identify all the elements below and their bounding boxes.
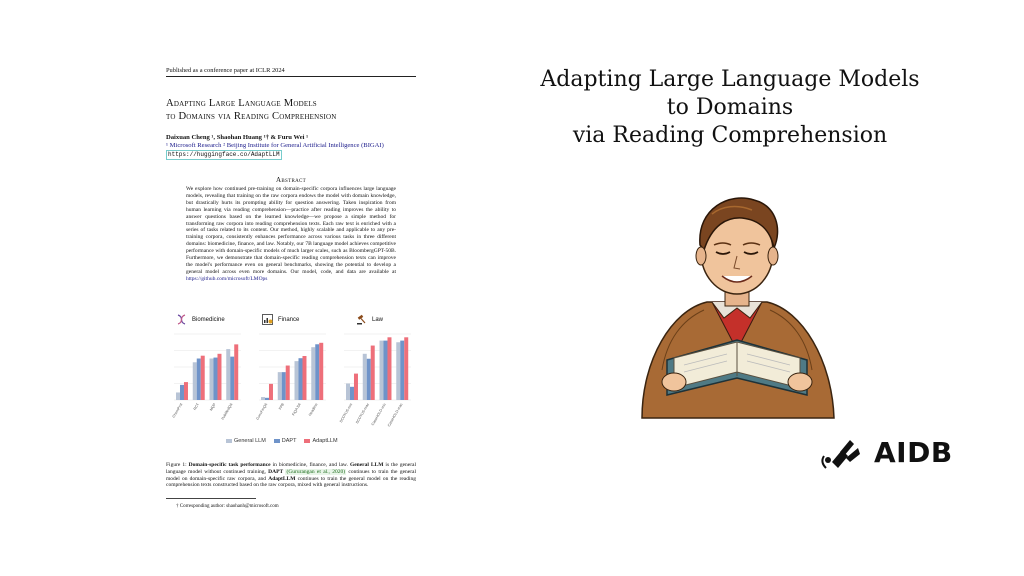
bar-dapt bbox=[367, 359, 371, 400]
abstract-heading: Abstract bbox=[276, 176, 306, 184]
bar-adaptllm bbox=[286, 366, 290, 400]
bar-general-llm bbox=[261, 397, 265, 400]
bar-dapt bbox=[230, 357, 234, 400]
tick-label: FiQA SA bbox=[291, 402, 302, 417]
author-list: Daixuan Cheng ¹, Shaohan Huang ¹† & Furu Wei ¹ bbox=[166, 134, 309, 141]
abstract-link[interactable]: https://github.com/microsoft/LMOps bbox=[186, 275, 268, 282]
tick-label: PubMedQA bbox=[220, 402, 234, 421]
bar-dapt bbox=[298, 358, 302, 400]
bar-general-llm bbox=[380, 341, 384, 400]
bar-adaptllm bbox=[371, 346, 375, 400]
legend-dapt: DAPT bbox=[274, 438, 297, 444]
slide-title: Adapting Large Language Models to Domains via Reading Comprehension bbox=[540, 67, 920, 148]
bar-adaptllm bbox=[387, 337, 391, 400]
biomedicine-heading: Biomedicine bbox=[176, 314, 225, 325]
bee-icon bbox=[818, 432, 862, 476]
bar-general-llm bbox=[311, 347, 315, 400]
tick-label: SCOTUS-mac bbox=[355, 402, 370, 425]
tick-label: ChemProt bbox=[171, 402, 184, 419]
bar-adaptllm bbox=[404, 337, 408, 400]
tick-label: MQP bbox=[209, 402, 217, 412]
bar-general-llm bbox=[396, 342, 400, 400]
legend-adapt: AdaptLLM bbox=[304, 438, 337, 444]
bar-adaptllm bbox=[354, 374, 358, 400]
bar-adaptllm bbox=[184, 382, 188, 400]
bar-general-llm bbox=[346, 384, 350, 401]
tick-label: CaseHOLD-mic bbox=[370, 402, 387, 427]
bar-dapt bbox=[282, 372, 286, 400]
bar-adaptllm bbox=[201, 356, 205, 400]
figure-1 bbox=[166, 308, 421, 458]
bar-dapt bbox=[400, 341, 404, 400]
bar-adaptllm bbox=[217, 354, 221, 400]
bar-charts bbox=[166, 328, 421, 453]
tick-label: SCOTUS-mic bbox=[338, 402, 354, 424]
bar-general-llm bbox=[176, 392, 180, 400]
paper-page bbox=[156, 58, 426, 518]
bar-dapt bbox=[197, 359, 201, 400]
tick-label: RCT bbox=[192, 402, 200, 411]
bar-dapt bbox=[315, 344, 319, 400]
paper-title: Adapting Large Language Models to Domains via Reading Comprehension bbox=[166, 98, 337, 122]
reading-boy-illustration bbox=[612, 190, 862, 420]
bar-adaptllm bbox=[319, 343, 323, 400]
footnote: † Corresponding author: shaohanh@microsoft.com bbox=[176, 504, 279, 509]
bar-adaptllm bbox=[302, 356, 306, 400]
paper-authors bbox=[166, 134, 416, 160]
brand-name: AIDB bbox=[874, 436, 953, 469]
dna-icon bbox=[176, 314, 187, 325]
bar-general-llm bbox=[210, 359, 214, 400]
law-heading: Law bbox=[356, 314, 383, 325]
brand-logo[interactable] bbox=[814, 430, 964, 480]
gavel-icon bbox=[356, 314, 367, 325]
tick-label: Headline bbox=[307, 402, 319, 417]
bar-general-llm bbox=[278, 372, 282, 400]
legend-general: General LLM bbox=[226, 438, 266, 444]
abstract-body: We explore how continued pre-training on domain-specific corpora influences large language models, revealing that training on the raw corpora endows the model with domain knowledge, but drastically hurts its prompting ability for question answering. Taken inspiration from human learning via reading comprehension—practice after reading improves the ability to answer questions based on the learned knowledge—we propose a simple method for transforming raw corpora into reading comprehension texts. Each raw text is enriched with a series of tasks related to its content. Our method, highly scalable and applicable to any pre-training corpora, consistently enhances performance across various tasks in three different domains: biomedicine, finance, and law. Notably, our 7B language model achieves competitive performance with domain-specific models of much larger scales, such as BloombergGPT-50B. Furthermore, we demonstrate that domain-specific reading comprehension texts can improve the model's performance even on general benchmarks, showing the potential to develop a general model across even more domains. Our model, code, and data are available at https://github.com/microsoft/LMOps bbox=[186, 186, 396, 282]
bar-dapt bbox=[180, 385, 184, 400]
bar-general-llm bbox=[363, 354, 367, 400]
bar-dapt bbox=[350, 387, 354, 400]
bar-general-llm bbox=[193, 362, 197, 400]
finance-icon bbox=[262, 314, 273, 325]
paper-url[interactable]: https://huggingface.co/AdaptLLM bbox=[168, 151, 280, 158]
affiliations: ¹ Microsoft Research ² Beijing Institute for General Artificial Intelligence (BIGAI) bbox=[166, 142, 384, 149]
finance-heading: Finance bbox=[262, 314, 299, 325]
tick-label: FPB bbox=[278, 402, 285, 411]
citation-link[interactable]: (Gururangan et al., 2020) bbox=[286, 468, 346, 475]
bar-general-llm bbox=[226, 349, 230, 400]
footnote-rule bbox=[166, 498, 256, 501]
bar-dapt bbox=[213, 358, 217, 400]
bar-adaptllm bbox=[234, 344, 238, 400]
bar-general-llm bbox=[295, 361, 299, 400]
figure-caption: Figure 1: Domain-specific task performance in biomedicine, finance, and law. General LLM is the general language model without continued training, DAPT (Gururangan et al., 2020) continues to train the general model on domain-specific raw corpora, and AdaptLLM continues to train the general model on the reading comprehension texts constructed based on the raw corpora, mixed with general instructions. bbox=[166, 462, 417, 489]
tick-label: CaseHOLD-mac bbox=[386, 402, 404, 428]
chart-legend bbox=[226, 438, 376, 444]
paper-header: Published as a conference paper at ICLR 2024 bbox=[166, 67, 416, 77]
tick-label: ConvFinQA bbox=[255, 402, 269, 421]
bar-dapt bbox=[383, 341, 387, 400]
bar-dapt bbox=[265, 398, 269, 400]
bar-adaptllm bbox=[269, 384, 273, 400]
